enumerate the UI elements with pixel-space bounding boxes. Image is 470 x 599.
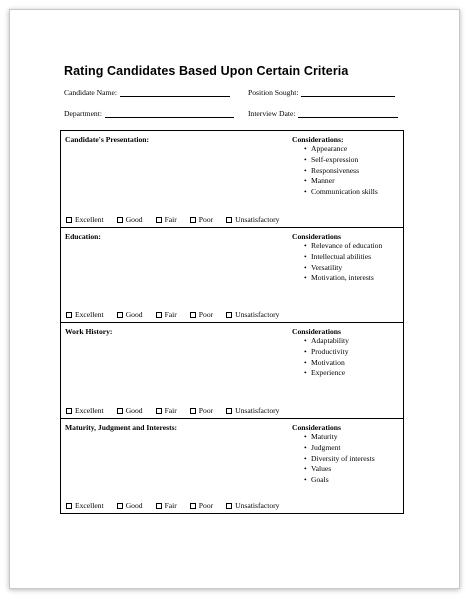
rating-poor[interactable]: Poor [190,501,213,510]
rating-unsatisfactory[interactable]: Unsatisfactory [226,310,279,319]
checkbox[interactable] [226,408,232,414]
consideration-item: • Diversity of interests [304,453,375,463]
checkbox[interactable] [117,503,123,509]
department-field[interactable] [64,109,234,118]
considerations-title: Considerations: [292,135,344,144]
rating-good[interactable]: Good [117,406,143,415]
rating-unsatisfactory[interactable]: Unsatisfactory [226,215,279,224]
checkbox[interactable] [156,503,162,509]
checkbox[interactable] [156,217,162,223]
considerations-title: Considerations [292,327,341,336]
checkbox[interactable] [156,312,162,318]
candidate-name-line[interactable] [120,88,230,97]
rating-excellent[interactable]: Excellent [66,406,104,415]
consideration-item: • Appearance [304,144,348,153]
consideration-item: • Motivation, interests [304,273,374,283]
consideration-item: • Responsiveness [304,165,360,175]
checkbox[interactable] [190,503,196,509]
section-title: Work History: [65,327,113,336]
checkbox[interactable] [117,312,123,318]
interview-date-label: Interview Date: [248,109,296,118]
checkbox[interactable] [66,503,72,509]
consideration-item: • Goals [304,475,329,485]
consideration-item: • Intellectual abilities [304,251,372,261]
interview-date-field[interactable] [248,109,398,118]
consideration-item: • Adaptability [304,336,349,345]
rating-excellent[interactable]: Excellent [66,215,104,224]
considerations [292,135,378,198]
checkbox[interactable] [117,217,123,223]
section-title: Maturity, Judgment and Interests: [65,423,178,432]
rating-poor[interactable]: Poor [190,310,213,319]
checkbox[interactable] [226,312,232,318]
department-line[interactable] [105,109,234,118]
considerations-title: Considerations [292,232,341,241]
rating-excellent[interactable]: Excellent [66,310,104,319]
consideration-item: • Motivation [304,357,345,367]
consideration-item: • Values [304,464,332,474]
section-work-history [61,323,403,419]
rating-options [66,406,292,415]
consideration-item: • Experience [304,368,346,378]
checkbox[interactable] [117,408,123,414]
considerations-title: Considerations [292,423,341,432]
department-label: Department: [64,109,102,118]
consideration-item: • Relevance of education [304,241,383,250]
checkbox[interactable] [226,503,232,509]
interview-date-line[interactable] [298,109,398,118]
rating-good[interactable]: Good [117,310,143,319]
considerations [292,232,382,284]
position-sought-label: Position Sought: [248,88,299,97]
checkbox[interactable] [190,217,196,223]
section-presentation [61,131,403,228]
rating-fair[interactable]: Fair [156,406,177,415]
checkbox[interactable] [156,408,162,414]
consideration-item: • Self-expression [304,154,359,164]
rating-poor[interactable]: Poor [190,406,213,415]
rating-poor[interactable]: Poor [190,215,213,224]
checkbox[interactable] [190,408,196,414]
document-title: Rating Candidates Based Upon Certain Criteria [64,64,349,78]
checkbox[interactable] [66,312,72,318]
position-sought-field[interactable] [248,88,395,97]
rating-excellent[interactable]: Excellent [66,501,104,510]
section-title: Education: [65,232,101,241]
consideration-item: • Maturity [304,432,338,441]
rating-form [60,130,404,514]
considerations [292,327,349,379]
consideration-item: • Manner [304,176,335,186]
checkbox[interactable] [66,217,72,223]
consideration-item: • Judgment [304,442,341,452]
rating-unsatisfactory[interactable]: Unsatisfactory [226,501,279,510]
candidate-name-field[interactable] [64,88,230,97]
section-title: Candidate's Presentation: [65,135,150,144]
rating-options [66,215,292,224]
rating-options [66,501,292,510]
position-sought-line[interactable] [301,88,395,97]
rating-fair[interactable]: Fair [156,501,177,510]
consideration-item: • Communication skills [304,187,378,197]
consideration-item: • Versatility [304,262,343,272]
checkbox[interactable] [66,408,72,414]
rating-unsatisfactory[interactable]: Unsatisfactory [226,406,279,415]
section-education [61,228,403,323]
checkbox[interactable] [226,217,232,223]
rating-fair[interactable]: Fair [156,310,177,319]
rating-good[interactable]: Good [117,215,143,224]
candidate-name-label: Candidate Name: [64,88,117,97]
considerations [292,423,375,486]
checkbox[interactable] [190,312,196,318]
rating-good[interactable]: Good [117,501,143,510]
rating-options [66,310,292,319]
rating-fair[interactable]: Fair [156,215,177,224]
consideration-item: • Productivity [304,346,349,356]
section-maturity [61,419,403,513]
